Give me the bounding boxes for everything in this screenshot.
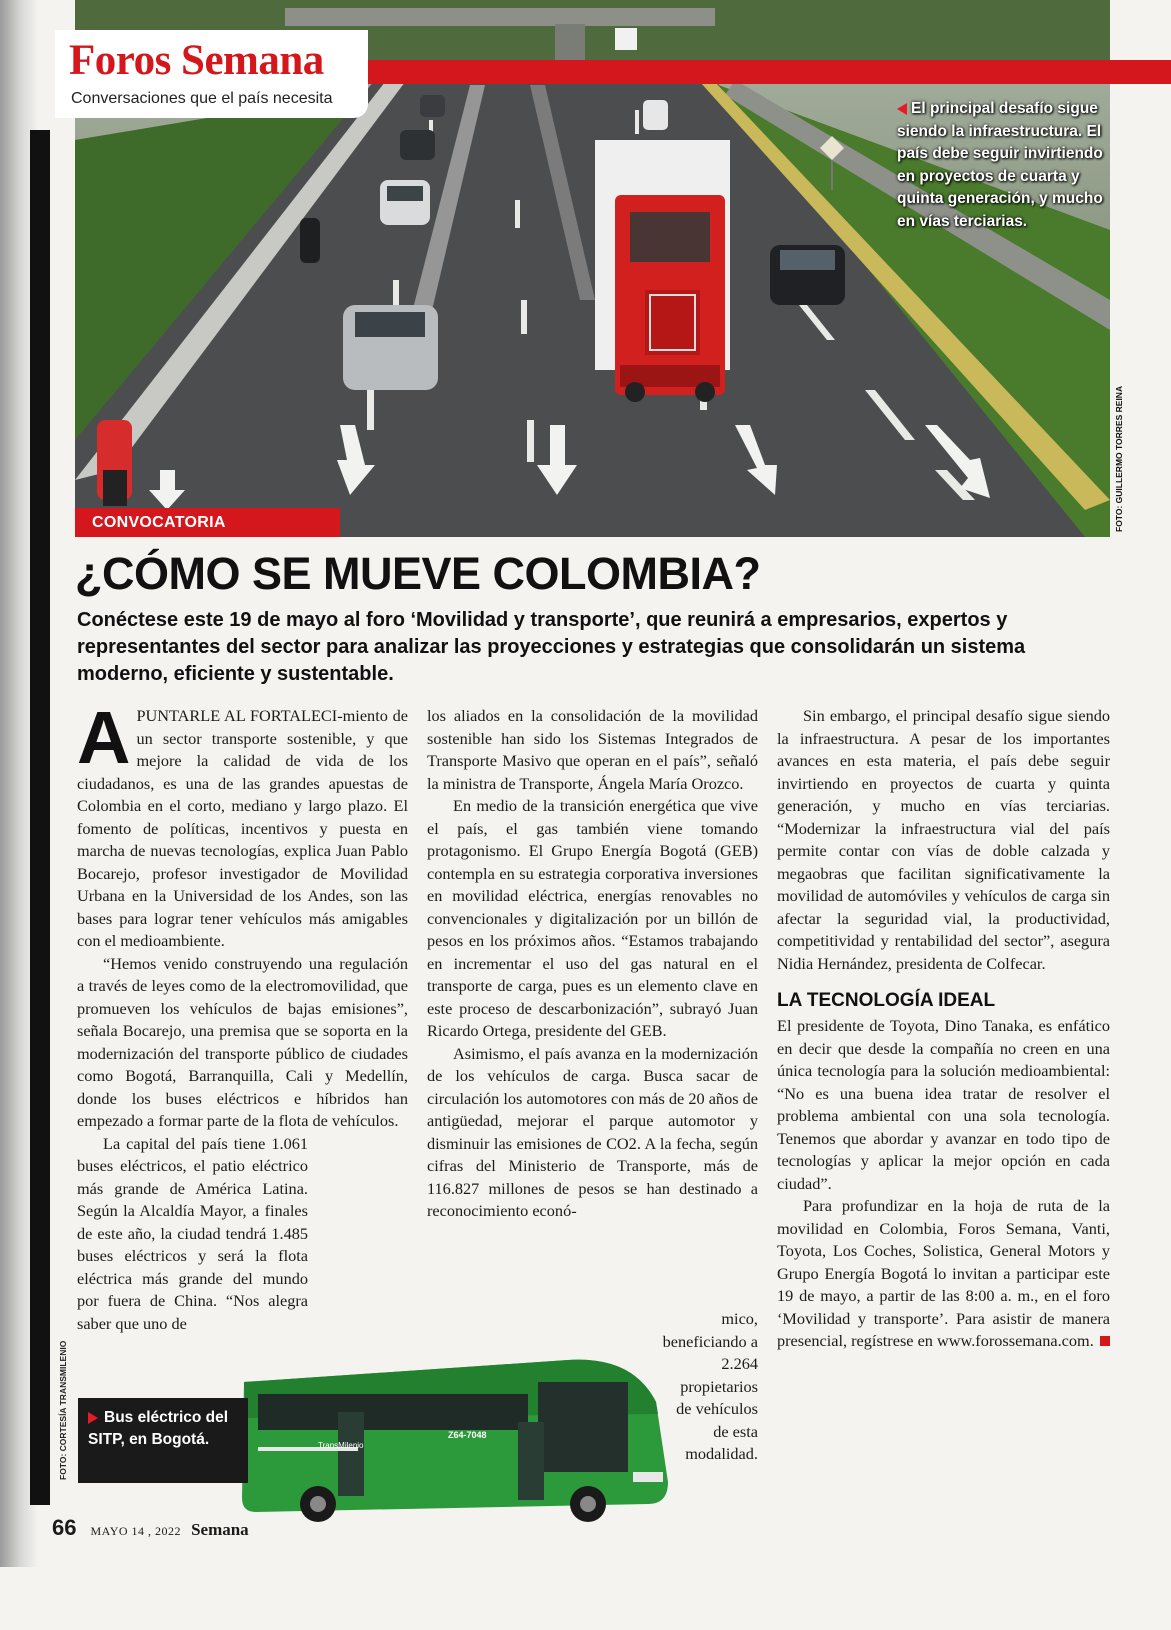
column-2 — [427, 705, 758, 1223]
paragraph-6: Asimismo, el país avanza en la modernización de los vehículos de carga. Busca sacar de circulación los automotores con más de 20 años de antigüedad, mejorar el parque automotor y disminuir las emisiones de CO2. A la fecha, según cifras del Ministerio de Transporte, más de 116.827 millones de pesos se han destinado a reconocimiento econó- — [427, 1043, 758, 1220]
bus-caption-text: Bus eléctrico del SITP, en Bogotá. — [88, 1409, 229, 1448]
bus-fleet-number: Z64-7048 — [448, 1430, 487, 1440]
paragraph-8: El presidente de Toyota, Dino Tanaka, es enfático en decir que desde la compañía no creen en una única tecnología para la solución medioambiental: “No es una buena idea tratar de resolver el problema ambiental con una sola tecnología. Tenemos que abordar y avanzar en todo tipo de tecnologías y aplicar la mejor opción en cada ciudad”. — [777, 1016, 1110, 1193]
paragraph-9-text: Para profundizar en la hoja de ruta de la movilidad en Colombia, Foros Semana, Vanti, Toyota, Los Coches, Solistica, General Motors y Grupo Energía Bogotá lo invitan a participar este 19 de mayo, a partir de las 8:00 a. m., en el foro ‘Movilidad y transporte’. Para asistir de manera presencial, regístrese en www.forossemana.com. — [777, 1196, 1110, 1350]
brand-block — [55, 30, 368, 118]
brand-tagline: Conversaciones que el país necesita — [71, 90, 333, 107]
paragraph-1 — [77, 696, 409, 953]
paragraph-7: Sin embargo, el principal desafío sigue siendo la infraestructura. A pesar de los importantes avances en esta materia, el país debe seguir invirtiendo en proyectos de cuarta y quinta generación, y mucho en vías terciarias. “Modernizar la infraestructura vial del país permite contar con vías de doble calzada y megaobras que facilitan significativamente la movilidad de automóviles y vehículos de carga sin afectar la seguridad vial, la productividad, competitividad y rentabilidad del sector”, asegura Nidia Hernández, presidenta de Colfecar. — [777, 706, 1110, 973]
photo-credit-text: FOTO: GUILLERMO TORRES REINA — [1114, 385, 1124, 532]
caption-triangle-icon — [88, 1412, 98, 1424]
bus-livery: TransMilenio — [318, 1441, 364, 1450]
photo-caption-text: El principal desafío sigue siendo la infraestructura. El país debe seguir invirtiendo en proyectos de cuarta y quinta generación, y mucho en vías terciarias. — [897, 100, 1103, 230]
bus-caption — [78, 1398, 248, 1483]
paragraph-5: En medio de la transición energética que vive el país, el gas también viene tomando protagonismo. El Grupo Energía Bogotá (GEB) contempla en su estrategia corporativa inversiones en movilidad eléctrica, energías renovables no convencionales y digitalización por un billón de pesos en los próximos años. “Estamos trabajando en incrementar el uso del gas natural en el transporte de carga, pues es un elemento clave en este proceso de descarbonización”, subrayó Juan Ricardo Ortega, presidente del GEB. — [427, 796, 758, 1040]
drop-cap: A — [77, 696, 131, 779]
paragraph-1-text: -miento de un sector transporte sostenible, y que mejore la calidad de vida de los ciudadanos, es una de las grandes apuestas de Colombia en el corto, mediano y largo plazo. El fomento de políticas, incentivos y puesta en marcha de nuevas tecnologías, explica Juan Pablo Bocarejo, profesor investigador de Movilidad Urbana en la Universidad de los Andes, son las bases para lograr tener vehículos más amigables con el medioambiente. — [77, 706, 409, 950]
photo-credit — [1114, 382, 1128, 532]
paragraph-4: los aliados en la consolidación de la movilidad sostenible han sido los Sistemas Integrados de Transporte Masivo que operan en el país”, señaló la ministra de Transporte, Ángela María Orozco. — [427, 706, 758, 793]
page-footer — [52, 1515, 249, 1541]
column-1 — [77, 696, 409, 1335]
subheading: LA TECNOLOGÍA IDEAL — [777, 990, 996, 1011]
black-margin-bar — [30, 130, 50, 1505]
caption-triangle-icon — [897, 103, 907, 115]
end-square-icon — [1100, 1336, 1110, 1346]
column-3 — [777, 705, 1110, 1353]
page-number: 66 — [52, 1515, 77, 1540]
article-dek: Conéctese este 19 de mayo al foro ‘Movilidad y transporte’, que reunirá a empresarios, expertos y representantes del sector para analizar las proyecciones y estrategias que consolidarán un sistema moderno, eficiente y sustentable. — [77, 609, 1026, 685]
paragraph-1-lead: PUNTARLE AL FORTALECI — [136, 706, 338, 725]
brand-red-bar — [368, 60, 1171, 84]
bus-photo-credit-text: FOTO: CORTESÍA TRANSMILENIO — [58, 1340, 68, 1480]
issue-date: MAYO 14 , 2022 — [90, 1524, 182, 1538]
bus-photo-credit — [58, 1340, 70, 1630]
publication-name: Semana — [191, 1520, 249, 1539]
paragraph-6-tail: mico, beneficiando a 2.264 propietarios de vehículos de esta modalidad. — [662, 1309, 758, 1463]
article-headline: ¿CÓMO SE MUEVE COLOMBIA? — [75, 548, 761, 599]
paragraph-3: La capital del país tiene 1.061 buses eléctricos, el patio eléctrico más grande de América Latina. Según la Alcaldía Mayor, a finales de este año, la ciudad tendrá 1.485 buses eléctricos y será la flota eléctrica más grande del mundo por fuera de China. “Nos alegra saber que uno de — [77, 1133, 308, 1333]
electric-bus-photo — [238, 1322, 670, 1522]
photo-caption — [897, 98, 1105, 233]
section-kicker: CONVOCATORIA — [75, 508, 340, 537]
brand-title: Foros Semana — [69, 37, 324, 84]
paragraph-9 — [777, 1195, 1110, 1353]
paragraph-2: “Hemos venido construyendo una regulación a través de leyes como de la electromovilidad, que promueven los vehículos de bajas emisiones”, señala Bocarejo, una premisa que se soporta en la modernización del transporte público de ciudades como Bogotá, Barranquilla, Cali y Medellín, donde los buses eléctricos e híbridos han empezado a formar parte de la flota de vehículos. — [77, 953, 408, 1130]
